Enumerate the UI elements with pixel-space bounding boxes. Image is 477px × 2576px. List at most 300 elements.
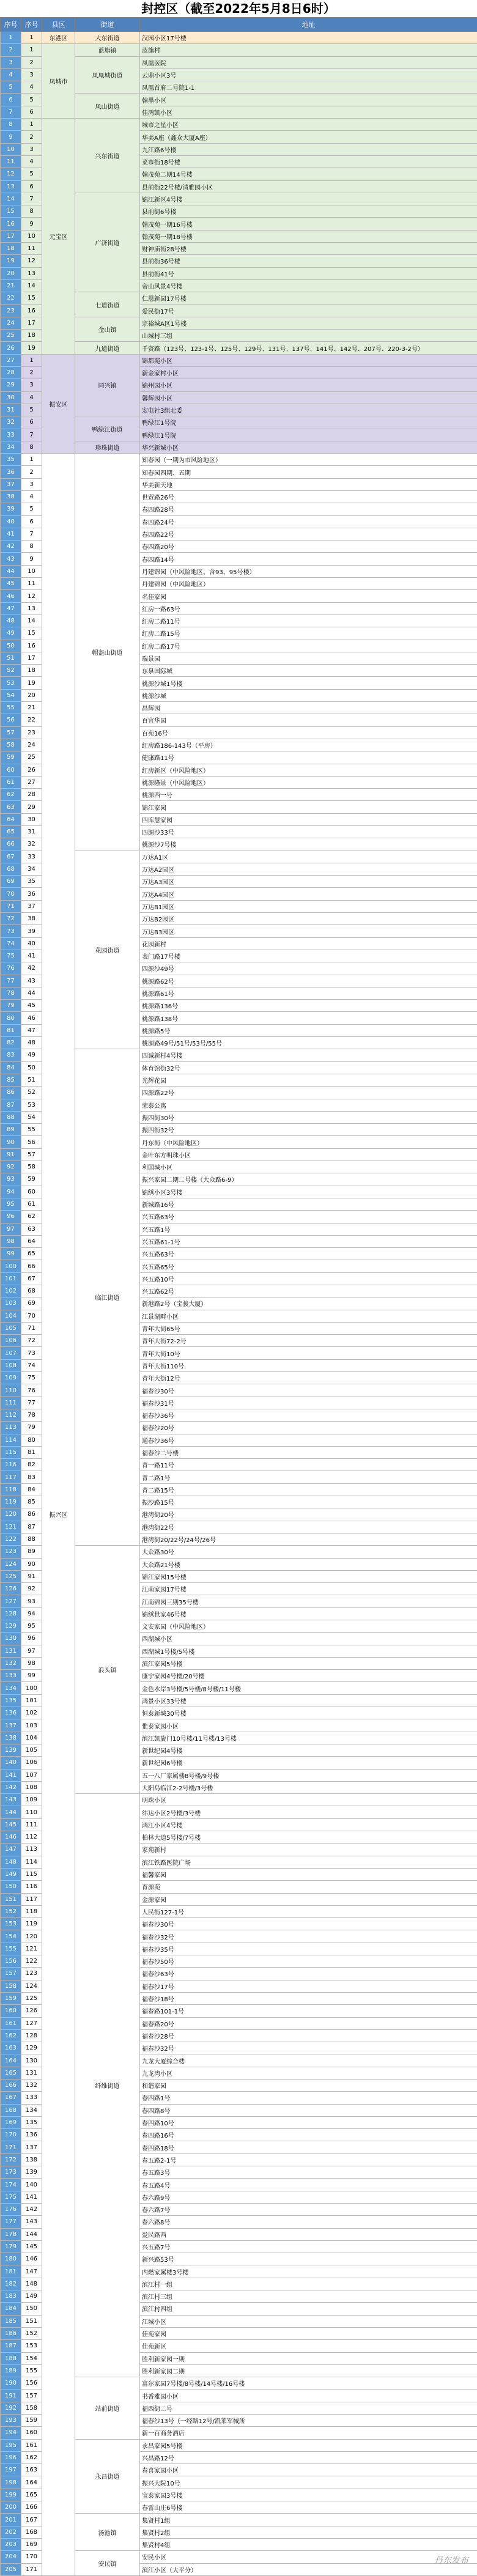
row-sub-index: 83 <box>21 1471 42 1483</box>
street-cell: 站前街道 <box>75 2377 140 2439</box>
row-index: 21 <box>1 279 21 292</box>
row-index: 129 <box>1 1620 21 1633</box>
row-sub-index: 37 <box>21 900 42 912</box>
address-cell: 万达A4园区 <box>140 888 477 900</box>
row-sub-index: 26 <box>21 764 42 776</box>
row-index: 26 <box>1 342 21 354</box>
address-cell: 翰墨小区 <box>140 94 477 106</box>
row-sub-index: 16 <box>21 304 42 317</box>
row-sub-index: 112 <box>21 1831 42 1843</box>
row-index: 161 <box>1 2017 21 2029</box>
lockdown-table <box>0 17 477 2576</box>
row-index: 93 <box>1 1173 21 1186</box>
address-cell: 胜利新家园二期 <box>140 2364 477 2377</box>
row-index: 176 <box>1 2203 21 2215</box>
row-index: 159 <box>1 1992 21 2004</box>
row-index: 185 <box>1 2315 21 2327</box>
address-cell: 福春沙63号 <box>140 1968 477 1980</box>
row-sub-index: 163 <box>21 2464 42 2476</box>
address-cell: 名佳家园 <box>140 590 477 602</box>
row-index: 152 <box>1 1905 21 1917</box>
address-cell: 翰茂苑二期14号楼 <box>140 168 477 180</box>
row-index: 80 <box>1 1012 21 1024</box>
row-index: 198 <box>1 2476 21 2489</box>
row-sub-index: 20 <box>21 689 42 701</box>
row-sub-index: 1 <box>21 44 42 56</box>
row-sub-index: 4 <box>21 391 42 404</box>
row-index: 136 <box>1 1707 21 1719</box>
address-cell: 振四街32号 <box>140 1124 477 1136</box>
row-index: 177 <box>1 2216 21 2228</box>
address-cell: 翰茂苑一期18号楼 <box>140 230 477 242</box>
row-index: 196 <box>1 2451 21 2463</box>
address-cell: 鸿景小区33号楼 <box>140 1694 477 1707</box>
address-cell: 江南锦园三期35号楼 <box>140 1595 477 1607</box>
row-sub-index: 89 <box>21 1546 42 1558</box>
row-sub-index: 22 <box>21 714 42 726</box>
row-index: 148 <box>1 1856 21 1868</box>
address-cell: 桃源路61号 <box>140 987 477 999</box>
row-index: 64 <box>1 813 21 825</box>
row-index: 5 <box>1 81 21 94</box>
address-cell: 新兴路53号 <box>140 2253 477 2265</box>
row-index: 9 <box>1 131 21 143</box>
address-cell: 振沙路15号 <box>140 1496 477 1508</box>
row-index: 17 <box>1 230 21 242</box>
address-cell: 鸭绿江1号院 <box>140 429 477 441</box>
table-row <box>1 354 477 366</box>
address-cell: 青年大街72-2号 <box>140 1335 477 1347</box>
address-cell: 春五路2-1号 <box>140 2153 477 2166</box>
row-index: 147 <box>1 1843 21 1856</box>
row-index: 191 <box>1 2390 21 2402</box>
row-sub-index: 42 <box>21 962 42 975</box>
row-index: 1 <box>1 32 21 44</box>
address-cell: 福西街二号 <box>140 2402 477 2414</box>
row-index: 2 <box>1 44 21 56</box>
address-cell: 新一百商务酒店 <box>140 2427 477 2439</box>
row-index: 18 <box>1 243 21 255</box>
row-index: 145 <box>1 1818 21 1831</box>
row-sub-index: 58 <box>21 1161 42 1173</box>
row-sub-index: 17 <box>21 652 42 664</box>
row-sub-index: 77 <box>21 1397 42 1409</box>
row-index: 172 <box>1 2153 21 2166</box>
address-cell: 福春路101-1号 <box>140 2005 477 2017</box>
row-index: 66 <box>1 838 21 851</box>
row-index: 27 <box>1 354 21 366</box>
row-index: 112 <box>1 1409 21 1421</box>
row-sub-index: 122 <box>21 1955 42 1968</box>
row-sub-index: 100 <box>21 1682 42 1694</box>
row-sub-index: 48 <box>21 1037 42 1049</box>
address-cell: 知春园（一期为市风险地区） <box>140 454 477 466</box>
row-sub-index: 90 <box>21 1558 42 1570</box>
address-cell: 锦绣小区3号楼 <box>140 1186 477 1198</box>
row-index: 155 <box>1 1943 21 1955</box>
address-cell: 新世纪园6号楼 <box>140 1757 477 1769</box>
row-index: 130 <box>1 1633 21 1645</box>
address-cell: 青二路15号 <box>140 1483 477 1496</box>
row-index: 134 <box>1 1682 21 1694</box>
row-index: 84 <box>1 1061 21 1074</box>
row-sub-index: 68 <box>21 1285 42 1297</box>
row-index: 34 <box>1 441 21 453</box>
address-cell: 春四路14号 <box>140 553 477 565</box>
row-index: 144 <box>1 1806 21 1818</box>
table-row <box>1 119 477 131</box>
row-sub-index: 116 <box>21 1881 42 1893</box>
address-cell: 青二路1号 <box>140 1471 477 1483</box>
col-header-sub-index: 序号 <box>21 18 42 32</box>
address-cell: 福馨家园 <box>140 1868 477 1880</box>
street-cell: 凤凰城街道 <box>75 56 140 94</box>
row-sub-index: 63 <box>21 1223 42 1235</box>
row-sub-index: 5 <box>21 503 42 515</box>
row-index: 184 <box>1 2303 21 2315</box>
row-index: 175 <box>1 2191 21 2203</box>
district-cell: 振兴区 <box>42 454 75 2576</box>
row-index: 65 <box>1 826 21 838</box>
row-index: 25 <box>1 330 21 342</box>
row-sub-index: 9 <box>21 218 42 230</box>
row-sub-index: 160 <box>21 2427 42 2439</box>
address-cell: 康宁家园4号楼/20号楼 <box>140 1670 477 1682</box>
address-cell: 山城村三组 <box>140 330 477 342</box>
address-cell: 富尔家园7号楼/8号楼/14号楼/16号楼 <box>140 2377 477 2390</box>
row-index: 190 <box>1 2377 21 2390</box>
row-index: 150 <box>1 1881 21 1893</box>
row-index: 98 <box>1 1235 21 1247</box>
row-index: 20 <box>1 267 21 279</box>
address-cell: 凤凰医院 <box>140 56 477 68</box>
row-sub-index: 54 <box>21 1111 42 1123</box>
address-cell: 五一八厂家属楼8号楼/9号楼 <box>140 1769 477 1781</box>
row-index: 120 <box>1 1508 21 1521</box>
address-cell: 锦都苑小区 <box>140 354 477 366</box>
street-cell: 蓝旗镇 <box>75 44 140 56</box>
row-sub-index: 70 <box>21 1310 42 1322</box>
row-sub-index: 99 <box>21 1670 42 1682</box>
row-index: 78 <box>1 987 21 999</box>
row-index: 149 <box>1 1868 21 1880</box>
row-index: 126 <box>1 1583 21 1595</box>
row-index: 107 <box>1 1347 21 1359</box>
row-index: 156 <box>1 1955 21 1968</box>
row-sub-index: 1 <box>21 354 42 366</box>
col-header-index: 序号 <box>1 18 21 32</box>
row-sub-index: 2 <box>21 367 42 379</box>
address-cell: 西湖城1号楼/5号楼 <box>140 1645 477 1657</box>
row-index: 42 <box>1 541 21 553</box>
row-sub-index: 145 <box>21 2240 42 2253</box>
row-index: 174 <box>1 2179 21 2191</box>
row-index: 14 <box>1 193 21 205</box>
street-cell: 七道街道 <box>75 292 140 317</box>
row-sub-index: 159 <box>21 2415 42 2427</box>
address-cell: 春四路1号 <box>140 2092 477 2104</box>
row-index: 95 <box>1 1198 21 1210</box>
address-cell: 江景湖畔小区 <box>140 1310 477 1322</box>
row-index: 70 <box>1 888 21 900</box>
row-index: 141 <box>1 1769 21 1781</box>
address-cell: 云鼎小区3号 <box>140 68 477 81</box>
address-cell: 红房二路17号 <box>140 640 477 652</box>
address-cell: 人民街127-1号 <box>140 1905 477 1917</box>
address-cell: 红房二路11号 <box>140 614 477 627</box>
address-cell: 福春沙30号 <box>140 1918 477 1930</box>
row-index: 108 <box>1 1359 21 1371</box>
address-cell: 丹建锦园（中风险地区） <box>140 578 477 590</box>
address-cell: 红房一路63号 <box>140 602 477 614</box>
address-cell: 滨江凯旋门10号楼/11号楼/13号楼 <box>140 1732 477 1744</box>
address-cell: 春四路20号 <box>140 541 477 553</box>
row-sub-index: 115 <box>21 1868 42 1880</box>
table-header-row <box>1 18 477 32</box>
row-sub-index: 11 <box>21 243 42 255</box>
row-sub-index: 114 <box>21 1856 42 1868</box>
row-sub-index: 4 <box>21 490 42 503</box>
address-cell: 锦江家园15号楼 <box>140 1570 477 1582</box>
address-cell: 兴五路10号 <box>140 1272 477 1285</box>
address-cell: 财神庙街28号楼 <box>140 243 477 255</box>
row-index: 89 <box>1 1124 21 1136</box>
row-sub-index: 5 <box>21 168 42 180</box>
address-cell: 振兴家园二期二号楼（大众路6-9） <box>140 1173 477 1186</box>
address-cell: 城市之星小区 <box>140 119 477 131</box>
row-sub-index: 72 <box>21 1335 42 1347</box>
address-cell: 昌辉园 <box>140 702 477 714</box>
address-cell: 港湾街22号 <box>140 1521 477 1533</box>
row-index: 142 <box>1 1781 21 1793</box>
row-index: 53 <box>1 677 21 689</box>
address-cell: 桃源路138号 <box>140 1012 477 1024</box>
row-sub-index: 157 <box>21 2390 42 2402</box>
row-sub-index: 91 <box>21 1570 42 1582</box>
row-index: 143 <box>1 1794 21 1806</box>
row-sub-index: 16 <box>21 640 42 652</box>
address-cell: 春四路28号 <box>140 503 477 515</box>
row-index: 77 <box>1 975 21 987</box>
row-index: 204 <box>1 2551 21 2563</box>
row-sub-index: 101 <box>21 1694 42 1707</box>
row-index: 38 <box>1 490 21 503</box>
row-sub-index: 3 <box>21 478 42 490</box>
row-index: 105 <box>1 1322 21 1334</box>
row-index: 10 <box>1 143 21 155</box>
row-index: 28 <box>1 367 21 379</box>
address-cell: 帝山风景4号楼 <box>140 279 477 292</box>
address-cell: 爱民路西 <box>140 2228 477 2240</box>
row-index: 197 <box>1 2464 21 2476</box>
row-sub-index: 24 <box>21 739 42 751</box>
address-cell: 百苑16号 <box>140 726 477 739</box>
row-sub-index: 127 <box>21 2017 42 2029</box>
row-index: 173 <box>1 2166 21 2179</box>
row-index: 72 <box>1 913 21 925</box>
row-sub-index: 2 <box>21 56 42 68</box>
address-cell: 柏林大道5号楼/7号楼 <box>140 1831 477 1843</box>
row-index: 100 <box>1 1260 21 1272</box>
row-index: 63 <box>1 801 21 813</box>
address-cell: 佳苑新区 <box>140 2340 477 2352</box>
row-sub-index: 11 <box>21 578 42 590</box>
row-index: 37 <box>1 478 21 490</box>
row-sub-index: 94 <box>21 1607 42 1620</box>
row-sub-index: 139 <box>21 2166 42 2179</box>
row-sub-index: 29 <box>21 801 42 813</box>
address-cell: 大众路30号 <box>140 1546 477 1558</box>
row-sub-index: 8 <box>21 205 42 218</box>
street-cell: 兴东街道 <box>75 119 140 193</box>
address-cell: 金色水岸3号楼/5号楼/8号楼/11号楼 <box>140 1682 477 1694</box>
row-sub-index: 106 <box>21 1757 42 1769</box>
row-index: 45 <box>1 578 21 590</box>
address-cell: 纬达小区2号楼/3号楼 <box>140 1806 477 1818</box>
address-cell: 春四路18号 <box>140 2141 477 2153</box>
address-cell: 宏电社3组北委 <box>140 404 477 416</box>
address-cell: 春五路4号 <box>140 2179 477 2191</box>
address-cell: 通春沙36号 <box>140 1434 477 1446</box>
row-sub-index: 36 <box>21 888 42 900</box>
row-sub-index: 41 <box>21 950 42 962</box>
row-sub-index: 3 <box>21 143 42 155</box>
row-sub-index: 169 <box>21 2538 42 2550</box>
row-sub-index: 156 <box>21 2377 42 2390</box>
address-cell: 和谐家园 <box>140 2079 477 2091</box>
address-cell: 凤凰首府二号院1-1 <box>140 81 477 94</box>
street-cell: 凤山街道 <box>75 94 140 119</box>
row-index: 88 <box>1 1111 21 1123</box>
row-sub-index: 3 <box>21 68 42 81</box>
row-sub-index: 6 <box>21 106 42 118</box>
row-sub-index: 15 <box>21 627 42 640</box>
street-cell: 同兴镇 <box>75 354 140 416</box>
address-cell: 华兴新城小区 <box>140 441 477 453</box>
row-index: 16 <box>1 218 21 230</box>
address-cell: 春六路9号 <box>140 2191 477 2203</box>
address-cell: 书香雅园小区 <box>140 2390 477 2402</box>
address-cell: 滨江小区（大平分） <box>140 2563 477 2575</box>
row-sub-index: 123 <box>21 1968 42 1980</box>
row-sub-index: 76 <box>21 1384 42 1397</box>
row-sub-index: 65 <box>21 1248 42 1260</box>
row-sub-index: 6 <box>21 515 42 528</box>
row-sub-index: 84 <box>21 1483 42 1496</box>
row-sub-index: 151 <box>21 2315 42 2327</box>
row-index: 99 <box>1 1248 21 1260</box>
street-cell: 鸭绿江街道 <box>75 416 140 441</box>
row-sub-index: 109 <box>21 1794 42 1806</box>
address-cell: 大阳岛临江2-2号楼/3号楼 <box>140 1781 477 1793</box>
address-cell: 县前街22号楼/清雅园小区 <box>140 180 477 193</box>
row-index: 97 <box>1 1223 21 1235</box>
row-index: 201 <box>1 2514 21 2526</box>
address-cell: 体育馆街32号 <box>140 1061 477 1074</box>
address-cell: 丹建锦园（中风险地区、含93、95号楼） <box>140 565 477 577</box>
address-cell: 新金家村小区 <box>140 367 477 379</box>
row-sub-index: 147 <box>21 2265 42 2278</box>
row-index: 15 <box>1 205 21 218</box>
row-sub-index: 15 <box>21 292 42 304</box>
row-index: 68 <box>1 863 21 875</box>
address-cell: 红房二路15号 <box>140 627 477 640</box>
row-sub-index: 132 <box>21 2079 42 2091</box>
row-index: 170 <box>1 2129 21 2141</box>
row-index: 132 <box>1 1657 21 1669</box>
row-index: 103 <box>1 1297 21 1310</box>
address-cell: 港湾街20号 <box>140 1508 477 1521</box>
row-index: 116 <box>1 1459 21 1471</box>
row-sub-index: 34 <box>21 863 42 875</box>
row-sub-index: 44 <box>21 987 42 999</box>
row-sub-index: 4 <box>21 155 42 168</box>
address-cell: 家苑新村 <box>140 1843 477 1856</box>
row-sub-index: 78 <box>21 1409 42 1421</box>
row-index: 92 <box>1 1161 21 1173</box>
address-cell: 福春沙28号 <box>140 2029 477 2042</box>
row-sub-index: 12 <box>21 590 42 602</box>
address-cell: 江城小区 <box>140 2315 477 2327</box>
row-sub-index: 61 <box>21 1198 42 1210</box>
table-row <box>1 454 477 466</box>
address-cell: 爱民街17号 <box>140 304 477 317</box>
row-index: 131 <box>1 1645 21 1657</box>
row-index: 7 <box>1 106 21 118</box>
row-index: 123 <box>1 1546 21 1558</box>
row-index: 33 <box>1 429 21 441</box>
row-sub-index: 86 <box>21 1508 42 1521</box>
address-cell: 蓝旗村 <box>140 44 477 56</box>
row-index: 203 <box>1 2538 21 2550</box>
address-cell: 丹东街（中风险地区） <box>140 1136 477 1148</box>
row-index: 86 <box>1 1087 21 1099</box>
address-cell: 四源路22号 <box>140 1087 477 1099</box>
row-sub-index: 50 <box>21 1061 42 1074</box>
table-row <box>1 44 477 56</box>
address-cell: 万达A3园区 <box>140 876 477 888</box>
row-sub-index: 105 <box>21 1744 42 1756</box>
street-cell: 纤维街道 <box>75 1794 140 2377</box>
row-sub-index: 28 <box>21 789 42 801</box>
address-cell: 福春沙35号 <box>140 1943 477 1955</box>
row-index: 146 <box>1 1831 21 1843</box>
table-body <box>1 32 477 2576</box>
row-index: 47 <box>1 602 21 614</box>
row-index: 168 <box>1 2104 21 2116</box>
address-cell: 县前街36号楼 <box>140 255 477 267</box>
address-cell: 馨辉园小区 <box>140 391 477 404</box>
row-index: 199 <box>1 2489 21 2501</box>
row-sub-index: 19 <box>21 677 42 689</box>
address-cell: 滨江村四组 <box>140 2303 477 2315</box>
row-sub-index: 79 <box>21 1422 42 1434</box>
row-index: 85 <box>1 1074 21 1086</box>
row-sub-index: 74 <box>21 1359 42 1371</box>
address-cell: 汉园小区17号楼 <box>140 32 477 44</box>
row-index: 171 <box>1 2141 21 2153</box>
col-header-street: 街道 <box>75 18 140 32</box>
address-cell: 兴五路63号 <box>140 1248 477 1260</box>
row-sub-index: 39 <box>21 925 42 937</box>
row-sub-index: 75 <box>21 1372 42 1384</box>
row-index: 133 <box>1 1670 21 1682</box>
row-sub-index: 118 <box>21 1905 42 1917</box>
row-sub-index: 18 <box>21 665 42 677</box>
address-cell: 千资路（123号、123-1号、125号、129号、131号、137号、141号、142号、207号、220-3-2号） <box>140 342 477 354</box>
row-index: 194 <box>1 2427 21 2439</box>
row-index: 106 <box>1 1335 21 1347</box>
